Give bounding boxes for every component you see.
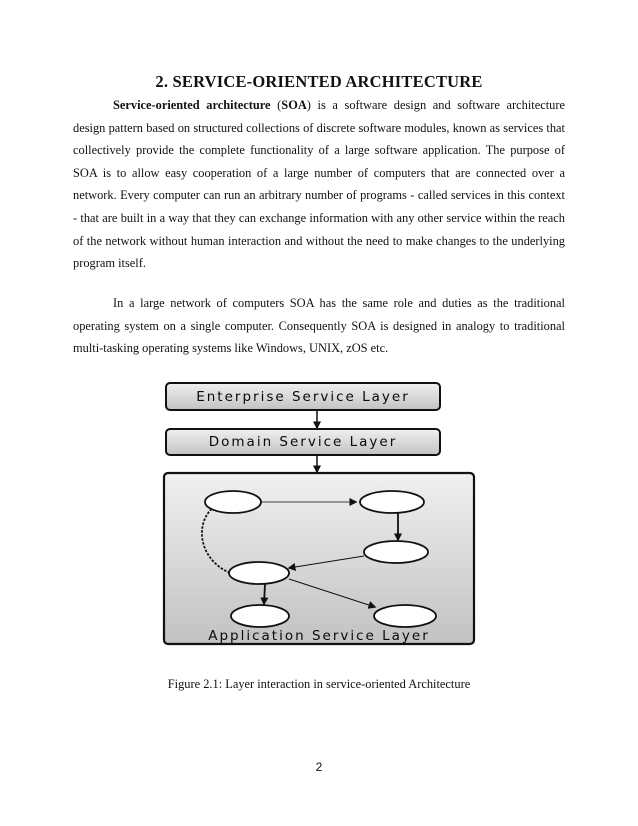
soa-layer-diagram-svg — [162, 378, 478, 648]
service-node-1 — [205, 491, 261, 513]
domain-service-layer — [166, 429, 440, 455]
paren-close: ) — [306, 98, 311, 112]
analogy-paragraph — [73, 292, 565, 360]
page-number: 2 — [315, 760, 323, 774]
enterprise-layer-label: Enterprise Service Layer — [196, 389, 410, 405]
service-link-4-to-5 — [264, 584, 265, 604]
term-soa-full: Service-oriented architecture — [113, 98, 271, 112]
service-node-2 — [360, 491, 424, 513]
service-node-5 — [231, 605, 289, 627]
domain-layer-label: Domain Service Layer — [208, 434, 398, 450]
intro-paragraph — [73, 94, 565, 275]
section-heading: 2. SERVICE-ORIENTED ARCHITECTURE — [155, 72, 483, 91]
figure-caption: Figure 2.1: Layer interaction in service-oriented Architecture — [167, 677, 471, 691]
application-layer-label: Application Service Layer — [208, 628, 430, 644]
service-node-6 — [374, 605, 436, 627]
service-node-4 — [229, 562, 289, 584]
analogy-paragraph-body: In a large network of computers SOA has the same role and duties as the traditional operating system on a single computer. Consequently SOA is designed in analogy to traditional multi-tasking operating systems like Windows, UNIX, zOS etc. — [73, 296, 565, 356]
enterprise-service-layer — [166, 383, 440, 410]
paren-open: ( — [270, 98, 282, 112]
soa-layer-diagram — [162, 378, 478, 648]
service-node-3 — [364, 541, 428, 563]
term-soa-abbr: SOA — [281, 98, 307, 112]
application-service-layer — [164, 473, 474, 644]
intro-paragraph-body: is a software design and software architecture design pattern based on structured collections of discrete software modules, known as services that collectively provide the complete functionality of a large software application. The purpose of SOA is to allow easy cooperation of a large number of computers that are connected over a network. Every computer can run an arbitrary number of programs - called services in this context - that are built in a way that they can exchange information with any other service within the reach of the network without human interaction and without the need to make changes to the underlying program itself. — [73, 98, 565, 271]
